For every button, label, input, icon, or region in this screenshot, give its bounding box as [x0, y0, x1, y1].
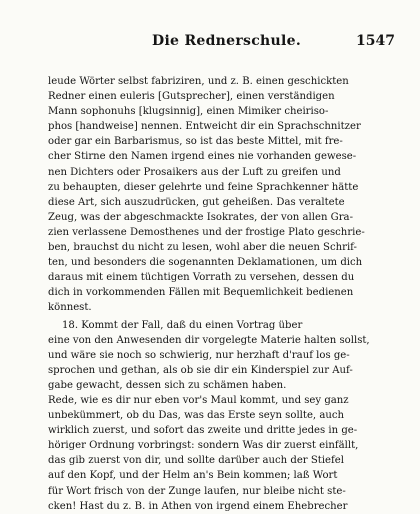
text-line: daraus mit einem tüchtigen Vorrath zu versehen, dessen du	[48, 272, 355, 284]
text-line: ben, brauchst du nicht zu lesen, wohl aber die neuen Schrif-	[48, 242, 357, 254]
text-line: eine von den Anwesenden dir vorgelegte Materie halten sollst,	[48, 334, 370, 346]
text-line: für Wort frisch von der Zunge laufen, nur bleibe nicht ste-	[48, 485, 346, 497]
text-line: auf den Kopf, und der Helm an's Bein kommen; laß Wort	[48, 470, 338, 482]
text-line: cher Stirne den Namen irgend eines nie vorhanden gewese-	[48, 151, 357, 163]
text-line: das gib zuerst von dir, und sollte darüber auch der Stiefel	[48, 455, 344, 467]
text-line: sprochen und gethan, als ob sie dir ein Kinderspiel zur Auf-	[48, 364, 353, 376]
text-line: gabe gewacht, dessen sich zu schämen haben.	[48, 379, 287, 391]
text-line: leude Wörter selbst fabriziren, und z. B. einen geschickten	[48, 76, 349, 87]
text-line: zu behaupten, dieser gelehrte und feine Sprachkenner hätte	[48, 181, 359, 193]
text-line: Zeug, was der abgeschmackte Isokrates, der von allen Gra-	[48, 211, 353, 223]
text-line: wirklich zuerst, und sofort das zweite und dritte jedes in ge-	[48, 425, 358, 437]
text-line: dich in vorkommenden Fällen mit Bequemlichkeit bedienen	[48, 287, 354, 299]
text-line: könnest.	[48, 302, 92, 314]
text-line: und wäre sie noch so schwierig, nur herzhaft d'rauf los ge-	[48, 349, 350, 361]
text-line: diese Art, sich auszudrücken, gut geheißen. Das veraltete	[48, 196, 345, 208]
text-line: 18. Kommt der Fall, daß du einen Vortrag über	[62, 319, 303, 331]
text-line: Redner einen euleris [Gutsprecher], einen verständigen	[48, 91, 335, 103]
text-line: ten, und besonders die sogenannten Deklamationen, um dich	[48, 257, 363, 269]
page-header	[0, 0, 420, 74]
text-line: oder gar ein Barbarismus, so ist das beste Mittel, mit fre-	[48, 136, 343, 148]
text-line: cken! Hast du z. B. in Athen von irgend einem Ehebrecher	[48, 500, 348, 512]
text-line: Rede, wie es dir nur eben vor's Maul kommt, und sey ganz	[48, 394, 349, 406]
page-number: 1547	[356, 33, 395, 49]
text-line: höriger Ordnung vorbringst: sondern Was dir zuerst einfällt,	[48, 440, 359, 452]
text-line: nen Dichters oder Prosaikers aus der Luft zu greifen und	[48, 166, 341, 178]
text-line: phos [handweise] nennen. Entweicht dir ein Sprachschnitzer	[48, 121, 361, 133]
paragraph-1	[48, 74, 380, 316]
text-line: Mann sophonuhs [klugsinnig], einen Mimiker cheiriso-	[48, 106, 329, 118]
text-line: unbekümmert, ob du Das, was das Erste seyn sollte, auch	[48, 410, 345, 422]
text-line: zien verlassene Demosthenes und der frostige Plato geschrie-	[48, 226, 365, 238]
paragraph-2	[48, 318, 380, 514]
running-title: Die Rednerschule.	[152, 33, 301, 49]
body-text	[48, 74, 380, 514]
